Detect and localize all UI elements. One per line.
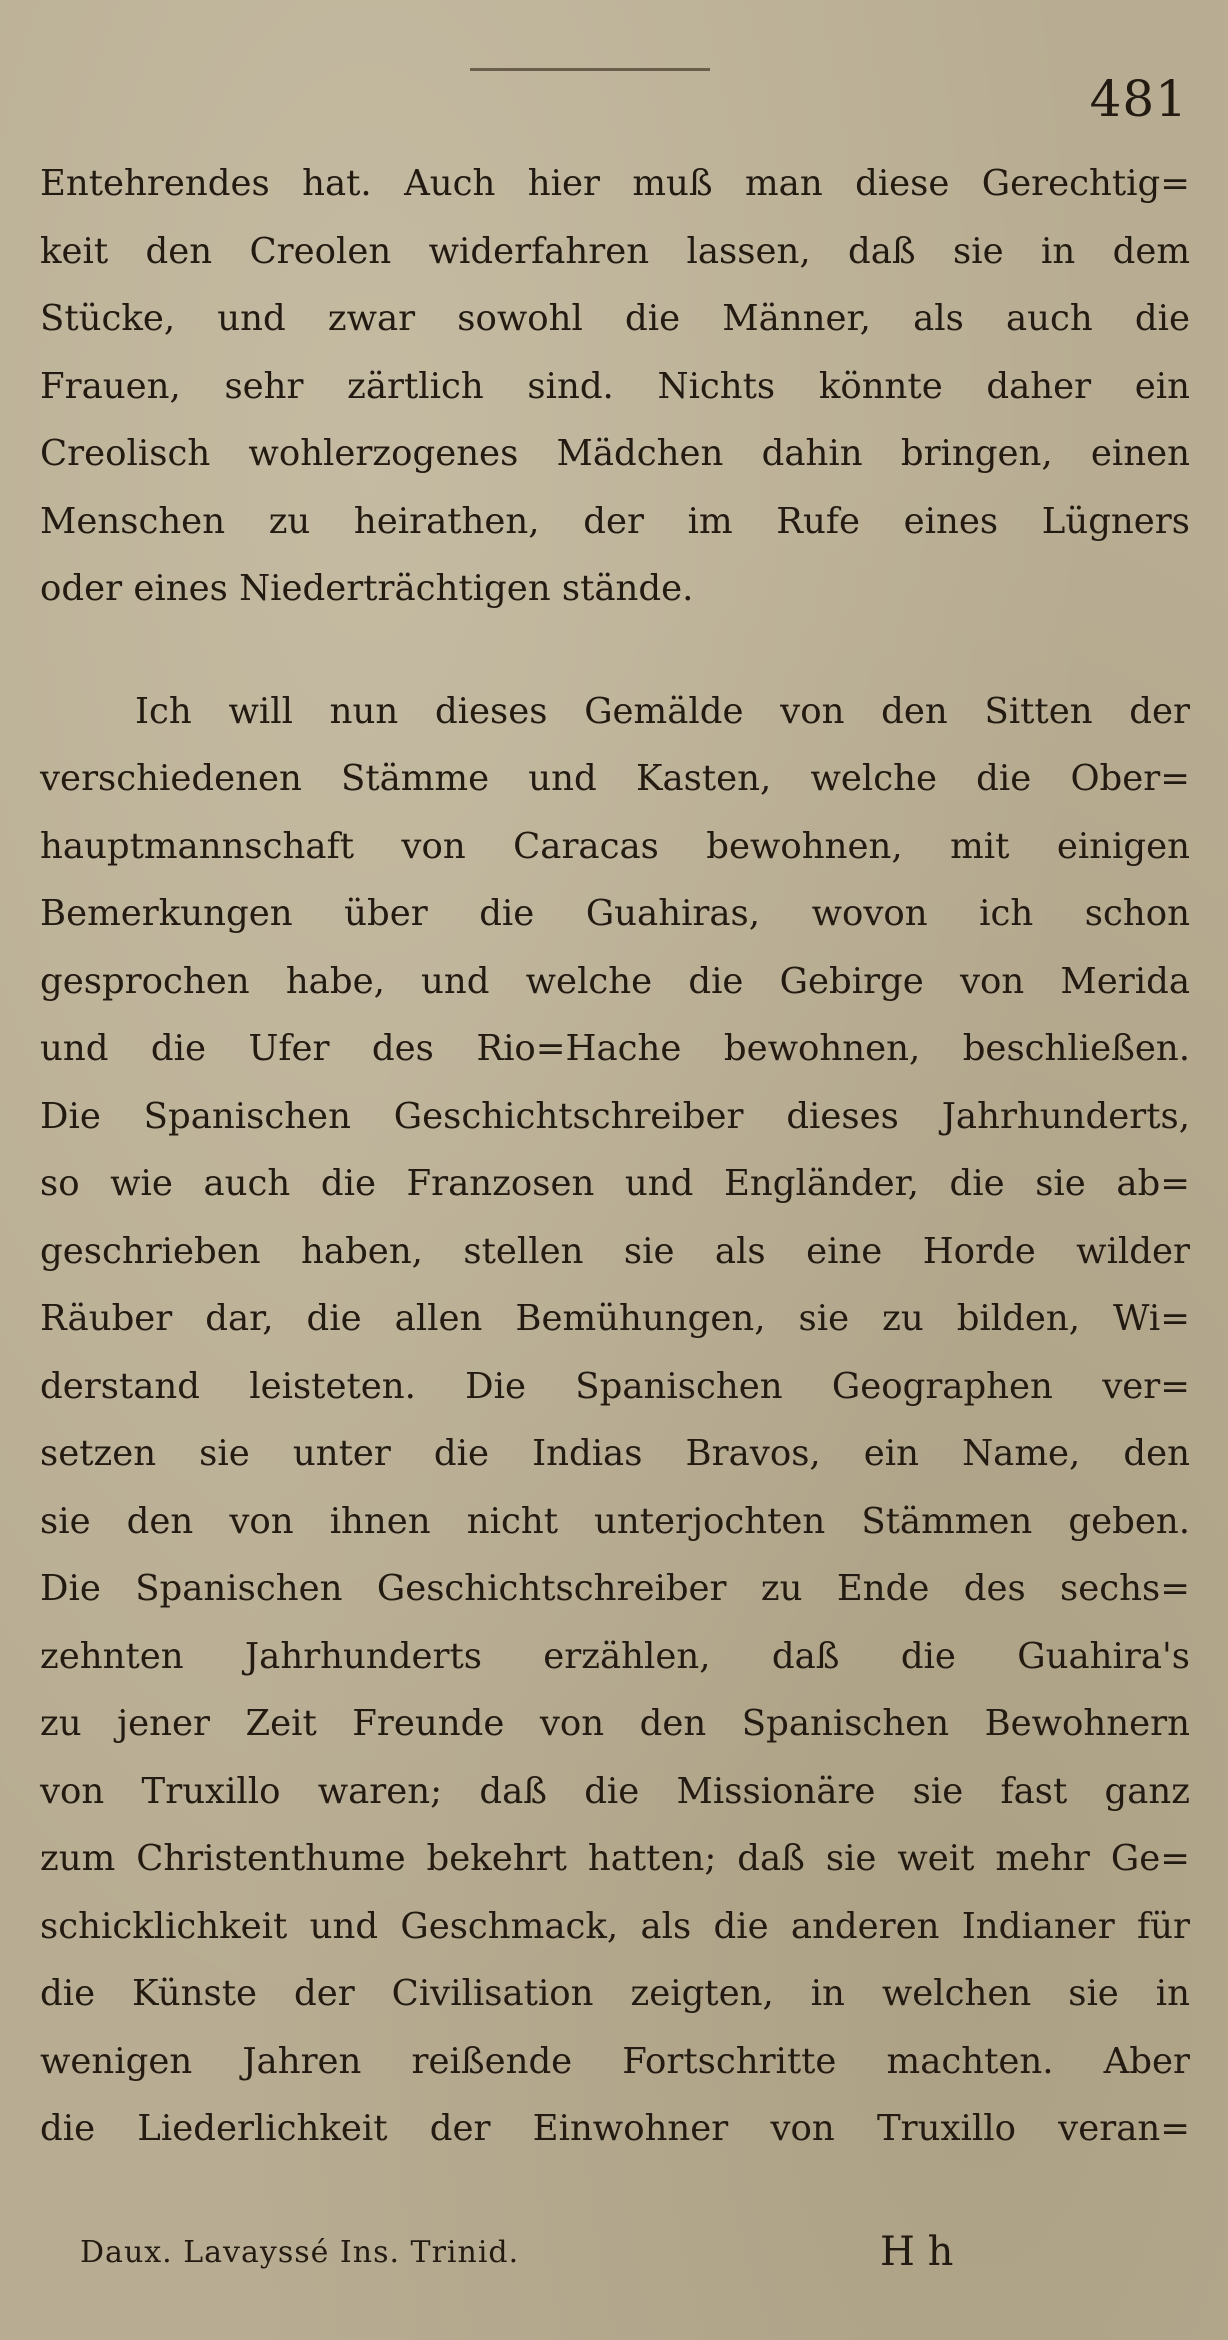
text-line: hauptmannschaft von Caracas bewohnen, mit einigen [40, 825, 1190, 867]
text-line: Menschen zu heirathen, der im Rufe eines Lügners [40, 500, 1190, 542]
text-line: oder eines Niederträchtigen stände. [40, 568, 694, 609]
text-line: und die Ufer des Rio=Hache bewohnen, beschließen. [40, 1028, 1190, 1069]
text-line: sie den von ihnen nicht unterjochten Stämmen geben. [40, 1500, 1190, 1542]
text-line: Stücke, und zwar sowohl die Männer, als auch die [40, 298, 1190, 339]
page-number: 481 [1089, 70, 1188, 128]
text-line: gesprochen habe, und welche die Gebirge von Merida [40, 960, 1190, 1002]
text-line: Entehrendes hat. Auch hier muß man diese Gerechtig= [40, 163, 1190, 204]
paragraph-2 [40, 678, 1190, 2163]
text-line: Die Spanischen Geschichtschreiber zu Ende des sechs= [40, 1568, 1190, 1609]
text-line: Creolisch wohlerzogenes Mädchen dahin bringen, einen [40, 433, 1190, 474]
text-line: zehnten Jahrhunderts erzählen, daß die Guahira's [40, 1635, 1190, 1677]
text-line: zum Christenthume bekehrt hatten; daß sie weit mehr Ge= [40, 1838, 1190, 1879]
page-footer [80, 2229, 1180, 2285]
text-line: verschiedenen Stämme und Kasten, welche die Ober= [40, 758, 1190, 799]
text-line: zu jener Zeit Freunde von den Spanischen Bewohnern [40, 1703, 1190, 1744]
text-line: Ich will nun dieses Gemälde von den Sitten der [135, 690, 1190, 732]
text-line: wenigen Jahren reißende Fortschritte machten. Aber [40, 2040, 1190, 2082]
text-line: von Truxillo waren; daß die Missionäre sie fast ganz [40, 1770, 1190, 1812]
text-line: so wie auch die Franzosen und Engländer, die sie ab= [40, 1163, 1190, 1204]
text-line: Räuber dar, die allen Bemühungen, sie zu bilden, Wi= [40, 1298, 1190, 1339]
body-text [40, 150, 1190, 2218]
footer-signature-mark: Daux. Lavayssé Ins. Trinid. [80, 2235, 520, 2270]
text-line: die Künste der Civilisation zeigten, in welchen sie in [40, 1973, 1190, 2014]
text-line: setzen sie unter die Indias Bravos, ein Name, den [40, 1433, 1190, 1474]
text-line: keit den Creolen widerfahren lassen, daß sie in dem [40, 230, 1190, 272]
text-line: Bemerkungen über die Guahiras, wovon ich schon [40, 893, 1190, 934]
text-line: derstand leisteten. Die Spanischen Geographen ver= [40, 1365, 1190, 1407]
text-line: Die Spanischen Geschichtschreiber dieses Jahrhunderts, [40, 1095, 1190, 1137]
paragraph-1 [40, 150, 1190, 623]
text-line: schicklichkeit und Geschmack, als die anderen Indianer für [40, 1905, 1190, 1947]
text-line: die Liederlichkeit der Einwohner von Truxillo veran= [40, 2108, 1190, 2149]
sheet-signature: H h [880, 2229, 954, 2275]
header-rule [470, 68, 710, 71]
text-line: geschrieben haben, stellen sie als eine Horde wilder [40, 1230, 1190, 1272]
text-line: Frauen, sehr zärtlich sind. Nichts könnte daher ein [40, 365, 1190, 407]
